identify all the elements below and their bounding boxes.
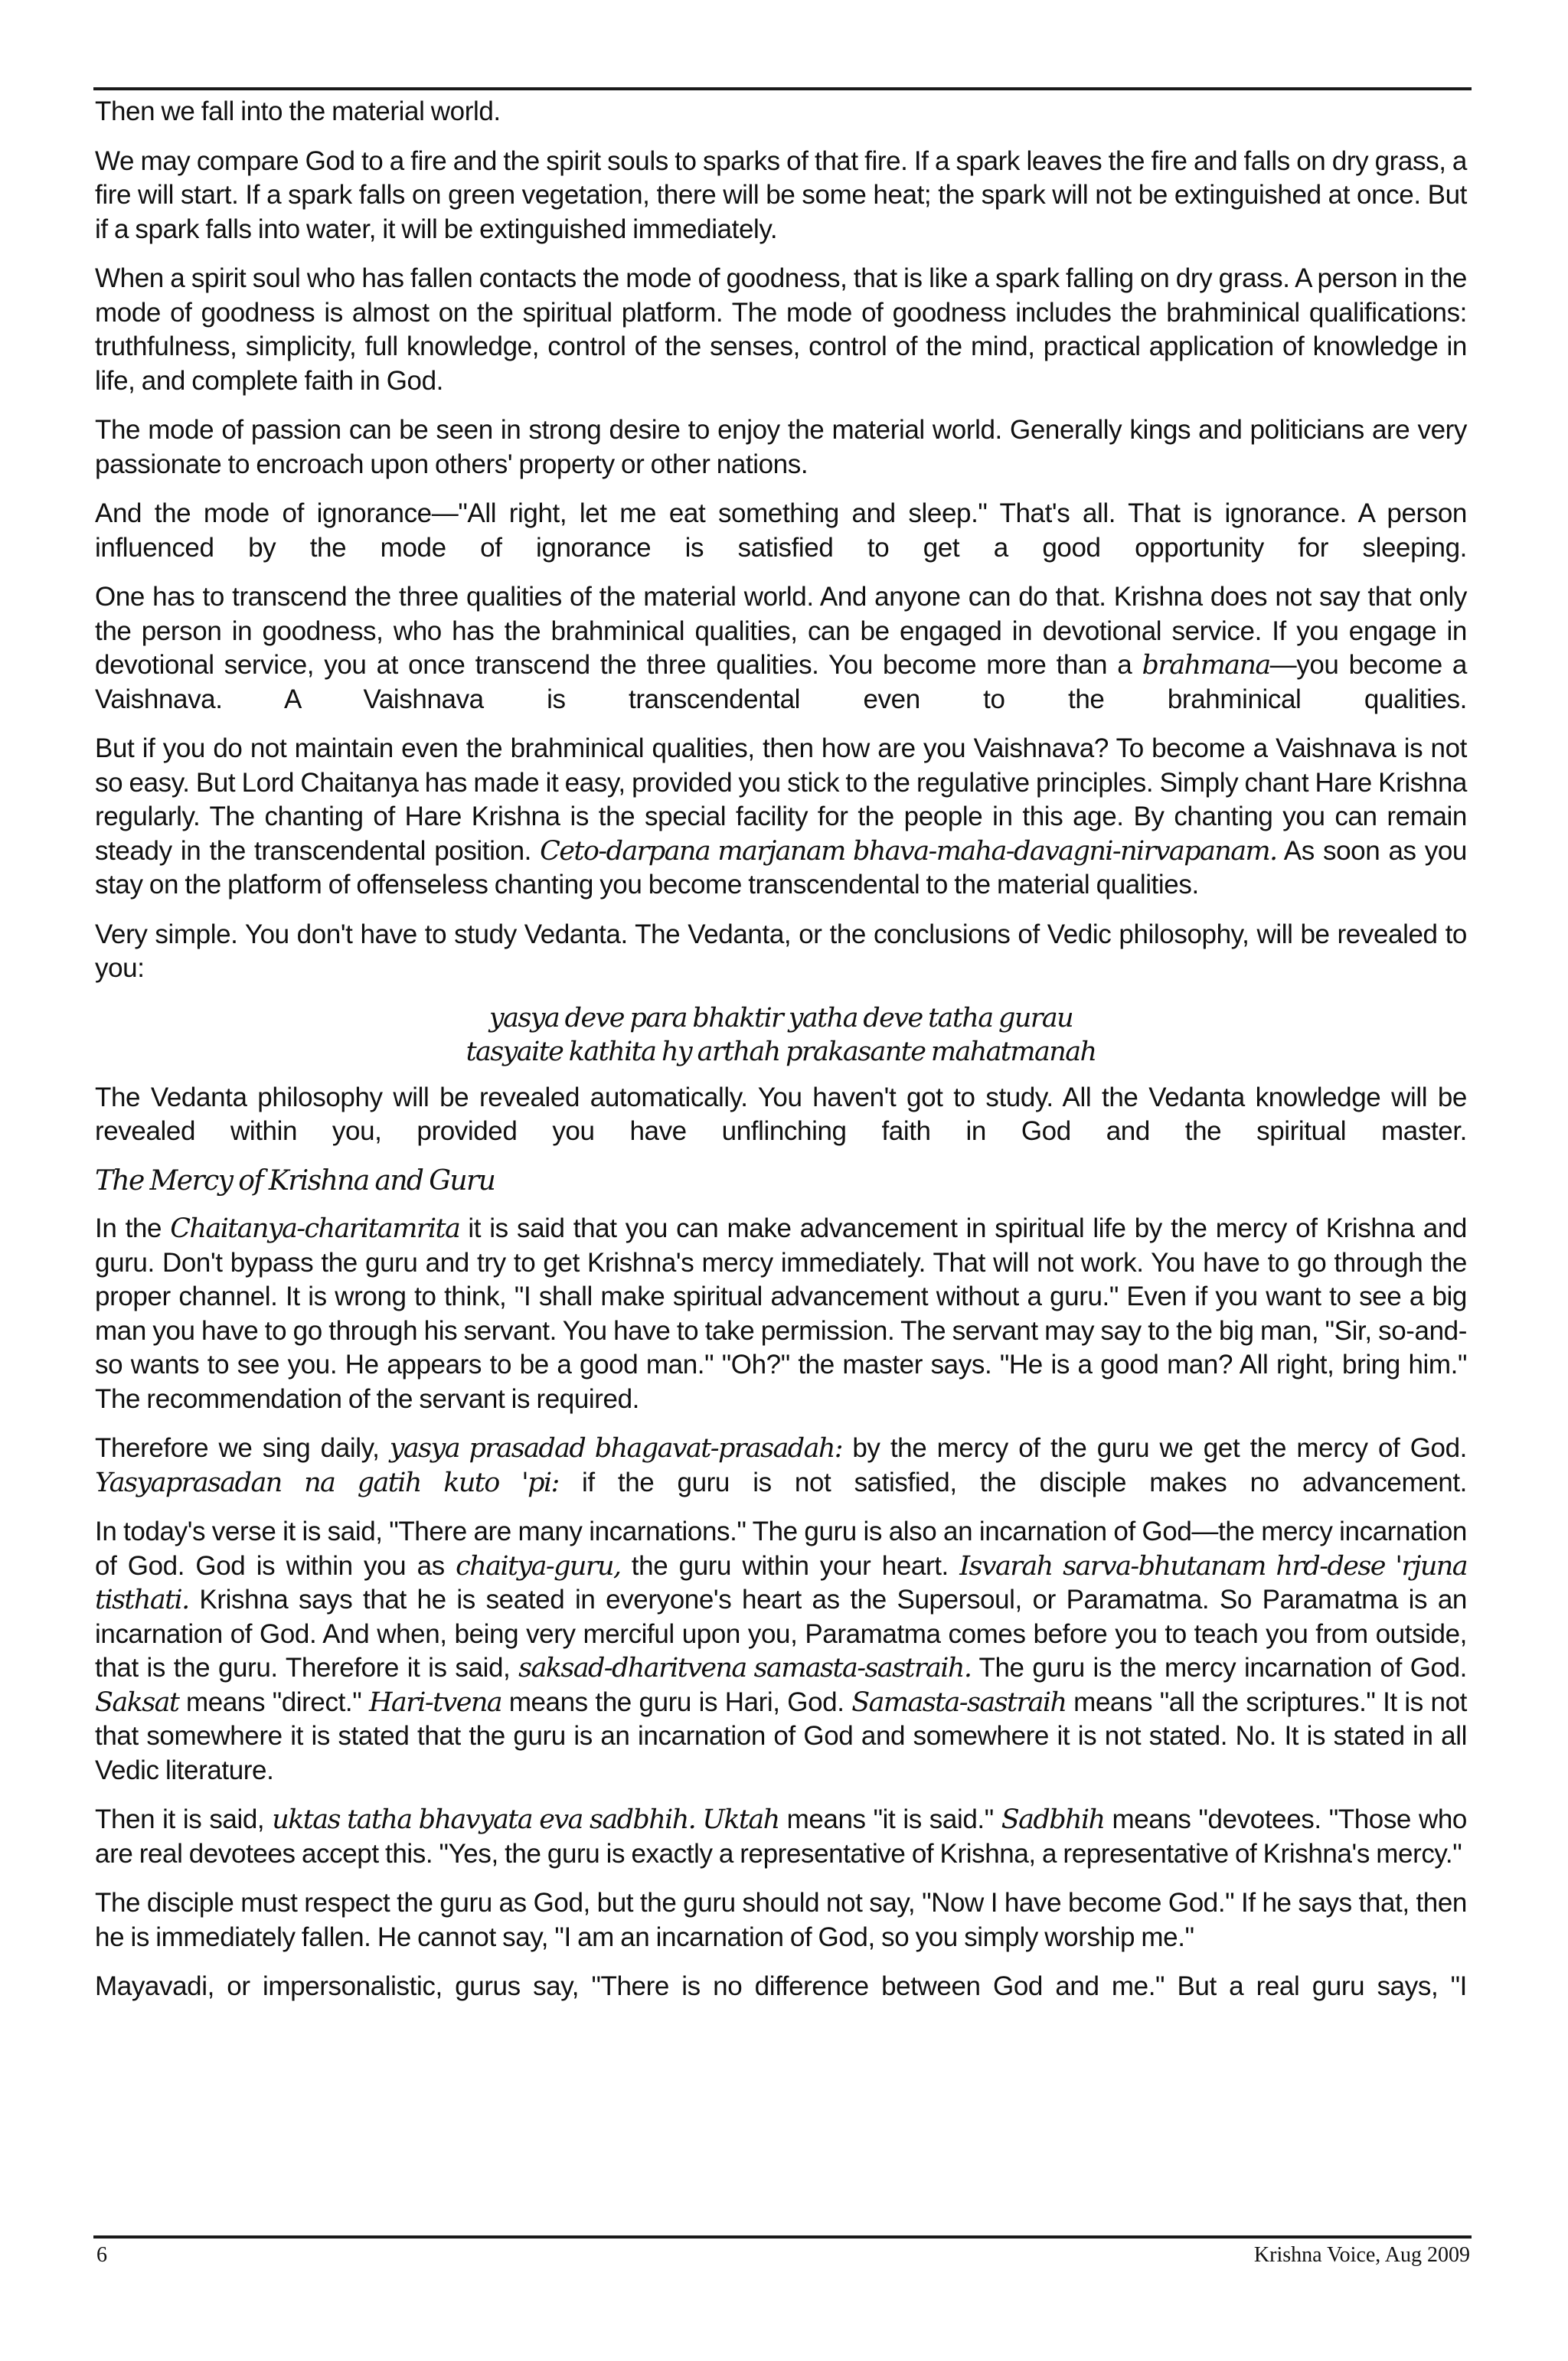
paragraph: Mayavadi, or impersonalistic, gurus say, "There is no difference between God and me." But a real guru says, "I — [95, 1971, 1467, 2001]
sanskrit-quote: yasya prasadad bhagavat-prasadah: — [389, 1433, 843, 1464]
sanskrit-term: Sadbhih — [1001, 1804, 1105, 1835]
paragraph — [95, 580, 1467, 717]
top-rule — [93, 87, 1472, 90]
paragraph-text: Then it is said, — [95, 1804, 273, 1834]
sanskrit-term: chaitya-guru, — [456, 1550, 621, 1582]
paragraph-text: The guru is the mercy incarnation of God. — [971, 1653, 1467, 1683]
sanskrit-term: Hari-tvena — [368, 1687, 502, 1718]
paragraph — [95, 1515, 1467, 1788]
paragraph-text: As soon as you stay on the platform of offenseless chanting you become transcendental to the material qualities. — [95, 835, 1467, 900]
sanskrit-term: brahmana — [1142, 650, 1270, 681]
sanskrit-verse — [95, 1001, 1467, 1069]
paragraph: And the mode of ignorance—"All right, let me eat something and sleep." That's all. That is ignorance. A person influenced by the mode of ignorance is satisfied to get a good opportunity for sleeping. — [95, 498, 1467, 563]
paragraph: The mode of passion can be seen in strong desire to enjoy the material world. Generally kings and politicians are very passionate to encroach upon others' property or other nations. — [95, 415, 1467, 479]
paragraph-text: the guru within your heart. — [620, 1550, 960, 1581]
paragraph-text: One has to transcend the three qualities of the material world. And anyone can do that. Krishna does not say that only the person in goodness, who has the brahminical qualities, can be engaged in devotional service. If you engage in devotional service, you at once transcend the three qualities. You become more than a — [95, 582, 1467, 680]
paragraph — [95, 1803, 1467, 1871]
paragraph: We may compare God to a fire and the spirit souls to sparks of that fire. If a spark leaves the fire and falls on dry grass, a fire will start. If a spark falls on green vegetation, there will be some heat; the spark will not be extinguished at once. But if a spark falls into water, it will be extinguished immediately. — [95, 145, 1467, 244]
section-heading: The Mercy of Krishna and Guru — [95, 1164, 495, 1197]
paragraph: Very simple. You don't have to study Vedanta. The Vedanta, or the conclusions of Vedic philosophy, will be revealed to you: — [95, 919, 1467, 983]
bottom-rule — [93, 2235, 1472, 2239]
sanskrit-quote: Isvarah sarva-bhutanam hrd-dese 'rjuna tisthati. — [95, 1550, 1467, 1615]
paragraph — [95, 1212, 1467, 1416]
paragraph-text: means the guru is Hari, God. — [501, 1687, 852, 1717]
verse-line: tasyaite kathita hy arthah prakasante mahatmanah — [466, 1036, 1096, 1067]
paragraph-text: Therefore we sing daily, — [95, 1433, 390, 1463]
paragraph: When a spirit soul who has fallen contacts the mode of goodness, that is like a spark falling on dry grass. A person in the mode of goodness is almost on the spiritual platform. The mode of goodness includes the brahminical qualifications: truthfulness, simplicity, full knowledge, control of the senses, control of the mind, practical application of knowledge in life, and complete faith in God. — [95, 263, 1467, 396]
paragraph-text: if the guru is not satisfied, the disciple makes no advancement. — [558, 1467, 1468, 1497]
sanskrit-term: Saksat — [95, 1687, 179, 1718]
paragraph-text: means "it is said." — [779, 1804, 1001, 1834]
paragraph-text: In today's verse it is said, "There are many incarnations." The guru is also an incarnation of God—the mercy incarnation of God. God is within you as — [95, 1517, 1467, 1581]
paragraph-text: means "devotees. "Those who are real devotees accept this. "Yes, the guru is exactly a representative of Krishna, a representative of Krishna's mercy." — [95, 1804, 1467, 1869]
running-footer: Krishna Voice, Aug 2009 — [1253, 2243, 1470, 2267]
paragraph-text: In the — [95, 1213, 171, 1243]
book-title: Chaitanya-charitamrita — [170, 1213, 460, 1244]
sanskrit-term: Samasta-sastraih — [851, 1687, 1067, 1718]
sanskrit-quote: uktas tatha bhavyata eva sadbhih. Uktah — [272, 1804, 779, 1835]
paragraph-text: But if you do not maintain even the brahminical qualities, then how are you Vaishnava? To become a Vaishnava is not so easy. But Lord Chaitanya has made it easy, provided you stick to the regulative principles. Simply chant Hare Krishna regularly. The chanting of Hare Krishna is the special facility for the people in this age. By chanting you can remain steady in the transcendental position. — [95, 733, 1467, 866]
paragraph-text: by the mercy of the guru we get the mercy of God. — [842, 1433, 1467, 1463]
paragraph: Then we fall into the material world. — [95, 96, 501, 126]
paragraph: The disciple must respect the guru as God, but the guru should not say, "Now I have become God." If he says that, then he is immediately fallen. He cannot say, "I am an incarnation of God, so you simply worship me." — [95, 1888, 1467, 1952]
paragraph-text: Krishna says that he is seated in everyone's heart as the Supersoul, or Paramatma. So Paramatma is an incarnation of God. And when, being very merciful upon you, Paramatma comes before you to teach you from outside, that is the guru. Therefore it is said, — [95, 1585, 1467, 1683]
paragraph-text: means "direct." — [178, 1687, 369, 1717]
sanskrit-quote: saksad-dharitvena samasta-sastraih. — [518, 1653, 972, 1683]
paragraph — [95, 1432, 1467, 1500]
paragraph-text: —you become a Vaishnava. A Vaishnava is transcendental even to the brahminical qualities. — [95, 650, 1467, 714]
paragraph: The Vedanta philosophy will be revealed automatically. You haven't got to study. All the Vedanta knowledge will be revealed within you, provided you have unflinching faith in God and the spiritual master. — [95, 1082, 1467, 1146]
page-number: 6 — [96, 2243, 107, 2267]
article-body — [95, 95, 1467, 2020]
sanskrit-quote: Ceto-darpana marjanam bhava-maha-davagni-nirvapanam. — [540, 835, 1277, 867]
sanskrit-quote: Yasyaprasadan na gatih kuto 'pi: — [95, 1467, 559, 1498]
verse-line: yasya deve para bhaktir yatha deve tatha gurau — [488, 1002, 1073, 1034]
paragraph — [95, 732, 1467, 903]
paragraph-text: it is said that you can make advancement in spiritual life by the mercy of Krishna and guru. Don't bypass the guru and try to get Krishna's mercy immediately. That will not work. You have to go through the proper channel. It is wrong to think, "I shall make spiritual advancement without a guru." Even if you want to see a big man you have to go through his servant. You have to take permission. The servant may say to the big man, "Sir, so-and-so wants to see you. He appears to be a good man." "Oh?" the master says. "He is a good man? All right, bring him." The recommendation of the servant is required. — [95, 1213, 1467, 1414]
paragraph-text: means "all the scriptures." It is not that somewhere it is stated that the guru is an incarnation of God and somewhere it is not stated. No. It is stated in all Vedic literature. — [95, 1687, 1467, 1785]
